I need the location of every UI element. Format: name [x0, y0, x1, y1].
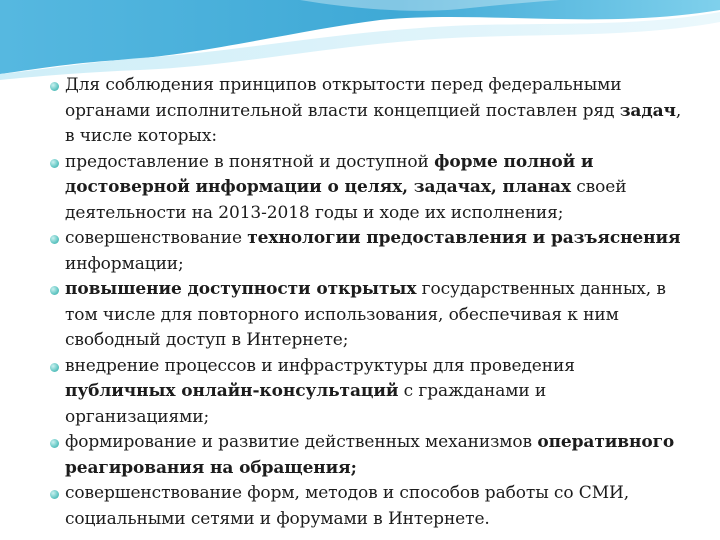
bullet-dot-icon	[50, 490, 59, 499]
bullet-text	[65, 481, 690, 532]
bullet-text-segment: , в числе которых:	[65, 100, 682, 146]
bullet-text-bold: повышение доступности открытых	[65, 279, 417, 299]
bullet-text-bold: задач	[619, 100, 676, 121]
bullet-text-bold: публичных онлайн-консультаций	[65, 381, 399, 401]
bullet-item	[50, 277, 690, 354]
bullet-text	[65, 354, 690, 431]
bullet-text-segment: предоставление в понятной и доступной	[65, 151, 435, 172]
bullet-dot-icon	[50, 235, 59, 244]
bullet-text	[65, 73, 690, 150]
bullet-item	[50, 354, 690, 431]
bullet-text-bold: технологии предоставления и разъяснения	[247, 228, 681, 248]
bullet-text-segment: внедрение процессов и инфраструктуры для проведения	[65, 355, 575, 376]
bullet-dot-icon	[50, 286, 59, 295]
bullet-text-segment: формирование и развитие действенных механизмов	[65, 432, 538, 452]
bullet-text-segment: Для соблюдения принципов открытости перед федеральными органами исполнительной власти концепцией поставлен ряд	[65, 75, 622, 121]
bullet-text-segment: с гражданами и организациями;	[65, 381, 547, 427]
bullet-text-bold: оперативного реагирования на обращения;	[65, 432, 675, 478]
bullet-item	[50, 226, 690, 277]
bullet-text	[65, 430, 690, 481]
bullet-text-bold: форме полной и достоверной информации о целях, задачах, планах	[65, 151, 594, 197]
bullet-dot-icon	[50, 82, 59, 91]
bullet-text	[65, 150, 690, 227]
bullet-item	[50, 481, 690, 532]
bullet-text-segment: совершенствование	[65, 228, 248, 248]
bullet-item	[50, 430, 690, 481]
bullet-text-segment: информации;	[65, 253, 184, 274]
header-wave-decoration	[0, 0, 720, 80]
bullet-dot-icon	[50, 363, 59, 372]
bullet-dot-icon	[50, 439, 59, 448]
bullet-text	[65, 277, 690, 354]
bullet-text-segment: совершенствование форм, методов и способов работы со СМИ, социальными сетями и форумами в Интернете.	[65, 483, 630, 529]
bullet-text-segment: государственных данных, в том числе для повторного использования, обеспечивая к ним свободный доступ в Интернете;	[65, 279, 666, 350]
bullet-list	[50, 73, 690, 532]
bullet-text-segment: своей деятельности на 2013-2018 годы и ходе их исполнения;	[65, 177, 627, 223]
bullet-text	[65, 226, 690, 277]
bullet-item	[50, 73, 690, 150]
bullet-dot-icon	[50, 159, 59, 168]
bullet-item	[50, 150, 690, 227]
